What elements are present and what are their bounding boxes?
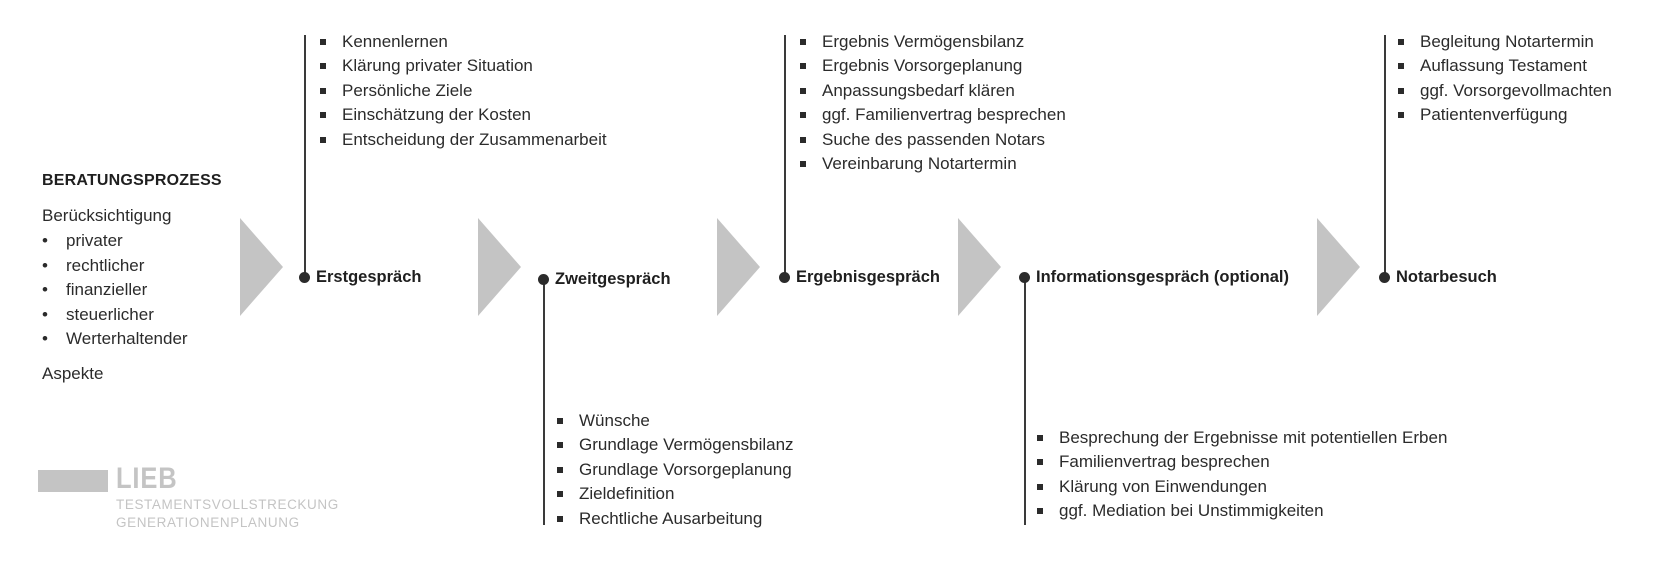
stage-label-notarbesuch: Notarbesuch (1396, 268, 1497, 286)
list-item: Einschätzung der Kosten (318, 103, 607, 127)
list-item: Klärung von Einwendungen (1035, 475, 1447, 499)
stage-label-zweitgespraech: Zweitgespräch (555, 270, 671, 288)
logo-bar (38, 470, 108, 492)
stage-marker (538, 274, 549, 285)
stage-items-notarbesuch (1396, 30, 1612, 128)
aspect-item: • rechtlicher (42, 254, 188, 279)
stage-items-zweitgespraech (555, 409, 794, 531)
chevron-arrow-icon (1317, 218, 1360, 316)
process-title: BERATUNGSPROZESS (42, 172, 222, 189)
stage-items-ergebnisgespraech (798, 30, 1066, 176)
logo-subtitle-2: GENERATIONENPLANUNG (116, 515, 300, 530)
chevron-arrow-icon (717, 218, 760, 316)
process-outro: Aspekte (42, 364, 104, 383)
chevron-arrow-icon (478, 218, 521, 316)
chevron-arrow-icon (958, 218, 1001, 316)
list-item: Persönliche Ziele (318, 79, 607, 103)
aspect-item: • finanzieller (42, 278, 188, 303)
list-item: Vereinbarung Notartermin (798, 152, 1066, 176)
connector-line (543, 279, 545, 525)
aspect-item: • privater (42, 229, 188, 254)
stage-label-erstgespraech: Erstgespräch (316, 268, 422, 286)
list-item: ggf. Mediation bei Unstimmigkeiten (1035, 499, 1447, 523)
list-item: ggf. Vorsorgevollmachten (1396, 79, 1612, 103)
connector-line (304, 35, 306, 277)
stage-label-ergebnisgespraech: Ergebnisgespräch (796, 268, 940, 286)
aspect-item: • steuerlicher (42, 303, 188, 328)
list-item: Kennenlernen (318, 30, 607, 54)
connector-line (1384, 35, 1386, 277)
list-item: Besprechung der Ergebnisse mit potentiellen Erben (1035, 426, 1447, 450)
chevron-arrow-icon (240, 218, 283, 316)
list-item: Suche des passenden Notars (798, 128, 1066, 152)
list-item: ggf. Familienvertrag besprechen (798, 103, 1066, 127)
logo-subtitle-1: TESTAMENTSVOLLSTRECKUNG (116, 497, 339, 512)
list-item: Familienvertrag besprechen (1035, 450, 1447, 474)
list-item: Ergebnis Vermögensbilanz (798, 30, 1066, 54)
aspect-item: • Werterhaltender (42, 327, 188, 352)
list-item: Ergebnis Vorsorgeplanung (798, 54, 1066, 78)
connector-line (784, 35, 786, 277)
stage-marker (1379, 272, 1390, 283)
stage-items-informationsgespraech (1035, 426, 1447, 524)
list-item: Zieldefinition (555, 482, 794, 506)
stage-marker (299, 272, 310, 283)
list-item: Anpassungsbedarf klären (798, 79, 1066, 103)
connector-line (1024, 279, 1026, 525)
list-item: Entscheidung der Zusammenarbeit (318, 128, 607, 152)
list-item: Begleitung Notartermin (1396, 30, 1612, 54)
stage-marker (779, 272, 790, 283)
list-item: Grundlage Vorsorgeplanung (555, 458, 794, 482)
aspect-list (42, 229, 188, 352)
logo-name: LIEB (116, 462, 178, 495)
list-item: Grundlage Vermögensbilanz (555, 433, 794, 457)
list-item: Patientenverfügung (1396, 103, 1612, 127)
stage-marker (1019, 272, 1030, 283)
stage-label-informationsgespraech: Informationsgespräch (optional) (1036, 268, 1290, 286)
stage-items-erstgespraech (318, 30, 607, 152)
list-item: Auflassung Testament (1396, 54, 1612, 78)
list-item: Klärung privater Situation (318, 54, 607, 78)
list-item: Rechtliche Ausarbeitung (555, 507, 794, 531)
process-intro: Berücksichtigung (42, 206, 172, 225)
list-item: Wünsche (555, 409, 794, 433)
